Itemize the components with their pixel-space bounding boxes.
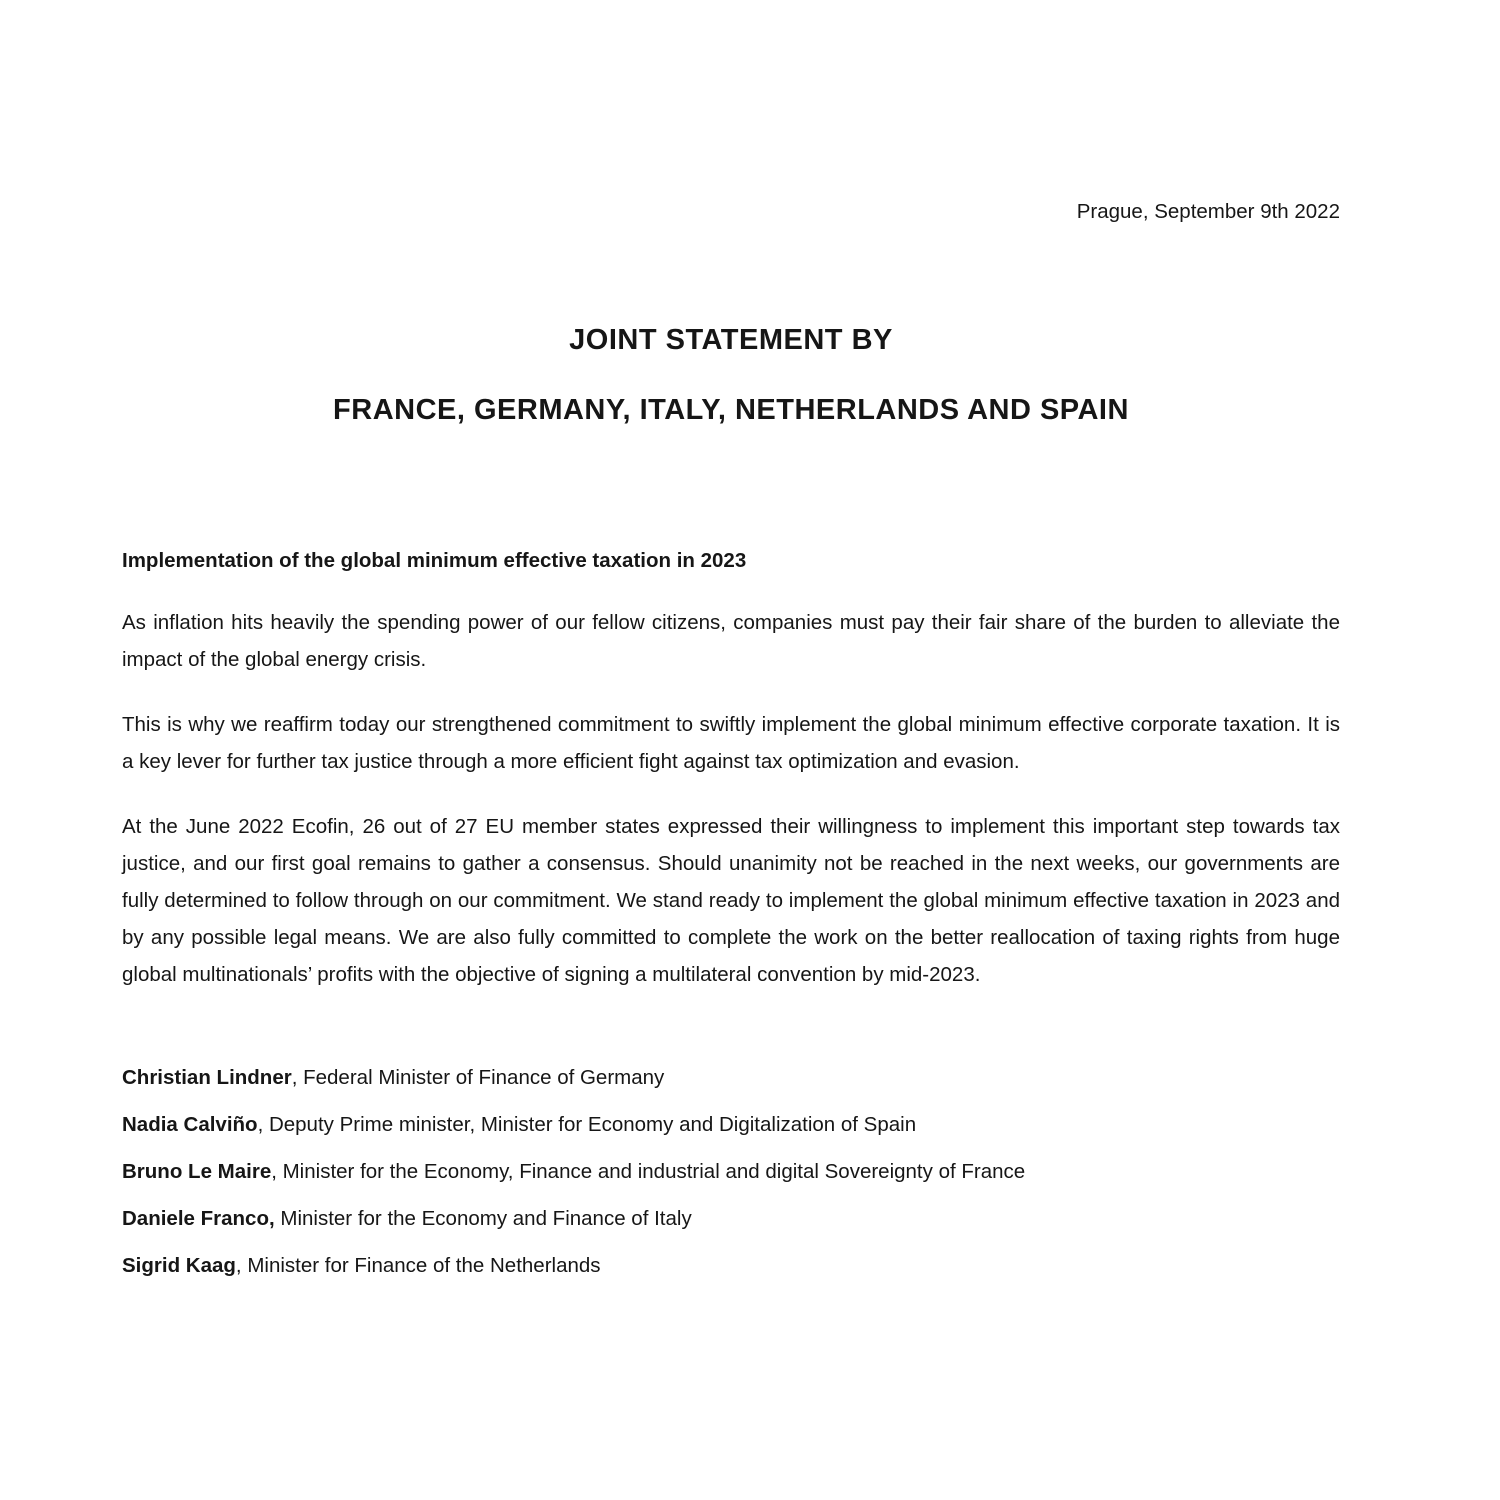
dateline: Prague, September 9th 2022 — [1076, 200, 1340, 223]
signatory-name: Nadia Calviño — [122, 1113, 258, 1136]
signatory-line — [122, 1157, 1340, 1187]
paragraph-2: This is why we reaffirm today our strengthened commitment to swiftly implement the global minimum effective corporate taxation. It is a key lever for further tax justice through a more efficient fight against tax optimization and evasion. — [122, 713, 1340, 773]
signatory-line — [122, 1110, 1340, 1140]
title-line-1: JOINT STATEMENT BY — [569, 324, 893, 356]
title-line-2: FRANCE, GERMANY, ITALY, NETHERLANDS AND SPAIN — [333, 394, 1129, 426]
subheading: Implementation of the global minimum effective taxation in 2023 — [122, 549, 747, 572]
paragraph-1: As inflation hits heavily the spending power of our fellow citizens, companies must pay their fair share of the burden to alleviate the impact of the global energy crisis. — [122, 611, 1340, 671]
signatory-name: Christian Lindner — [122, 1066, 292, 1089]
signatory-line — [122, 1251, 1340, 1281]
signatory-role: , Minister for the Economy, Finance and industrial and digital Sovereignty of France — [271, 1160, 1026, 1183]
signatories-list — [122, 1063, 1340, 1281]
signatory-name: Sigrid Kaag — [122, 1254, 236, 1277]
signatory-role: , Deputy Prime minister, Minister for Economy and Digitalization of Spain — [257, 1113, 917, 1136]
title-block — [122, 322, 1340, 428]
paragraph-3: At the June 2022 Ecofin, 26 out of 27 EU member states expressed their willingness to implement this important step towards tax justice, and our first goal remains to gather a consensus. Should unanimity not be reached in the next weeks, our governments are fully determined to follow through on our commitment. We stand ready to implement the global minimum effective taxation in 2023 and by any possible legal means. We are also fully committed to complete the work on the better reallocation of taxing rights from huge global multinationals’ profits with the objective of signing a multilateral convention by mid-2023. — [122, 815, 1340, 986]
signatory-role: Minister for the Economy and Finance of Italy — [274, 1207, 692, 1230]
signatory-role: , Minister for Finance of the Netherlands — [235, 1254, 601, 1277]
signatory-name: Bruno Le Maire — [122, 1160, 272, 1183]
signatory-line — [122, 1063, 1340, 1093]
signatory-name: Daniele Franco, — [122, 1207, 275, 1230]
signatory-role: , Federal Minister of Finance of Germany — [291, 1066, 665, 1089]
signatory-line — [122, 1204, 1340, 1234]
